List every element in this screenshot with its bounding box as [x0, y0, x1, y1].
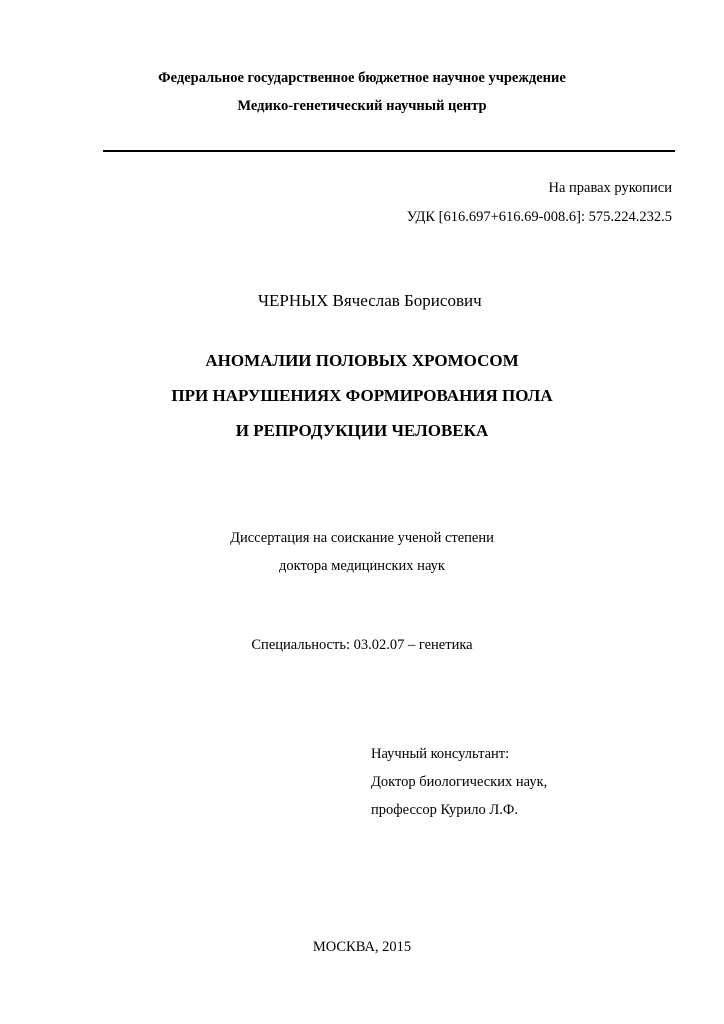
header-divider: [103, 150, 675, 152]
consultant-degree: Доктор биологических наук,: [371, 774, 548, 790]
title-line-2: ПРИ НАРУШЕНИЯХ ФОРМИРОВАНИЯ ПОЛА: [171, 386, 553, 405]
consultant-label: Научный консультант:: [371, 746, 510, 762]
title-line-1: АНОМАЛИИ ПОЛОВЫХ ХРОМОСОМ: [205, 351, 519, 370]
title-line-3: И РЕПРОДУКЦИИ ЧЕЛОВЕКА: [235, 421, 489, 440]
manuscript-rights: На правах рукописи: [548, 180, 672, 196]
udc-code: УДК [616.697+616.69-008.6]: 575.224.232.5: [406, 209, 672, 225]
dissertation-line-2: доктора медицинских наук: [279, 558, 445, 574]
author-name: ЧЕРНЫХ Вячеслав Борисович: [258, 291, 482, 310]
city-year: МОСКВА, 2015: [312, 939, 412, 955]
dissertation-line-1: Диссертация на соискание ученой степени: [230, 530, 494, 546]
institution-line-1: Федеральное государственное бюджетное научное учреждение: [158, 70, 566, 86]
consultant-name: профессор Курило Л.Ф.: [371, 802, 518, 818]
specialty: Специальность: 03.02.07 – генетика: [251, 637, 473, 653]
institution-line-2: Медико-генетический научный центр: [237, 98, 487, 114]
